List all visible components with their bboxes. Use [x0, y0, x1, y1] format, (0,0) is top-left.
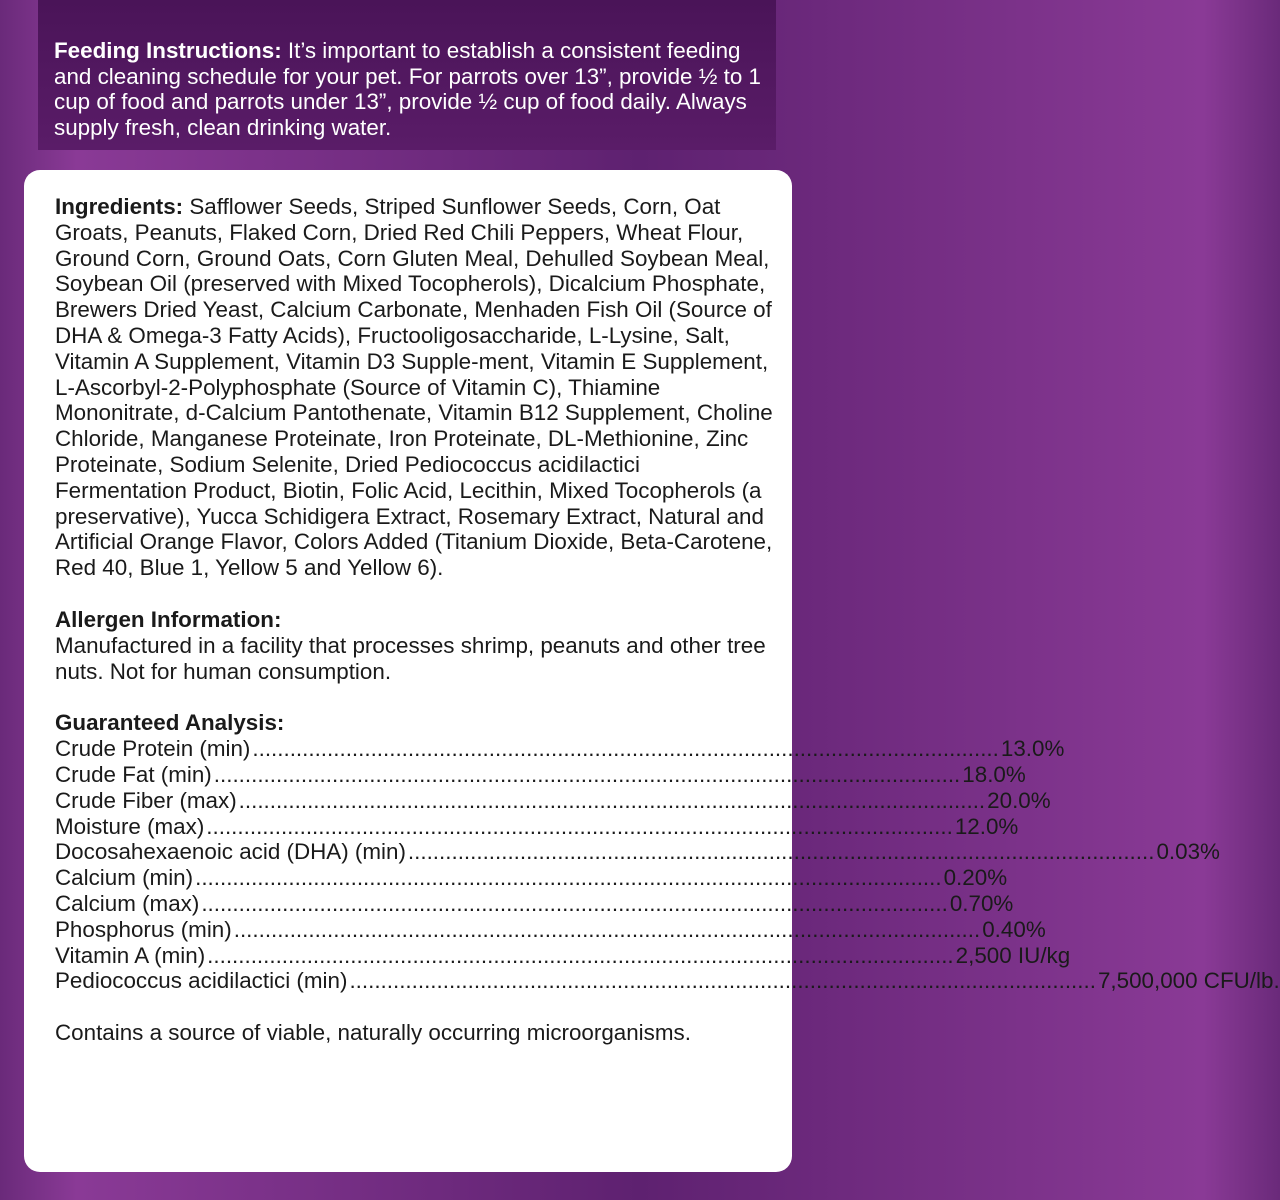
analysis-label: Guaranteed Analysis:: [55, 710, 285, 736]
viable-microorganisms-note: Contains a source of viable, naturally occurring microorganisms.: [55, 1020, 691, 1046]
analysis-row-value: 13.0%: [1000, 736, 1065, 762]
analysis-row-value: 0.40%: [982, 916, 1046, 942]
analysis-row: Calcium (max) ........................................................................................................................ 0.70%: [55, 890, 1014, 916]
analysis-row: Crude Fat (min) ........................................................................................................................ 18.0%: [55, 761, 1026, 787]
analysis-row-value: 0.70%: [949, 890, 1014, 916]
analysis-row-name: Crude Fiber (max): [55, 787, 237, 813]
allergen-text: Manufactured in a facility that processes shrimp, peanuts and other tree nuts. Not for human consumption.: [55, 632, 766, 684]
analysis-row: Docosahexaenoic acid (DHA) (min) ........................................................................................................................ 0.03%: [55, 839, 1220, 865]
allergen-section: [55, 607, 775, 684]
analysis-row-name: Crude Protein (min): [55, 736, 251, 762]
label-content: [55, 194, 1280, 1046]
ingredients-section: [55, 194, 775, 581]
analysis-table: [55, 736, 1280, 994]
ingredients-text: Safflower Seeds, Striped Sunflower Seeds, Corn, Oat Groats, Peanuts, Flaked Corn, Dried Red Chili Peppers, Wheat Flour, Ground Corn, Ground Oats, Corn Gluten Meal, Dehulled Soybean Meal, Soybean Oil (preserved with Mixed Tocopherols), Dicalcium Phosphate, Brewers Dried Yeast, Calcium Carbonate, Menhaden Fish Oil (Source of DHA & Omega-3 Fatty Acids), Fructooligosaccharide, L-Lysine, Salt, Vitamin A Supplement, Vitamin D3 Supple-ment, Vitamin E Supplement, L-Ascorbyl-2-Polyphosphate (Source of Vitamin C), Thiamine Mononitrate, d-Calcium Pantothenate, Vitamin B12 Supplement, Choline Chloride, Manganese Proteinate, Iron Proteinate, DL-Methionine, Zinc Proteinate, Sodium Selenite, Dried Pediococcus acidilactici Fermentation Product, Biotin, Folic Acid, Lecithin, Mixed Tocopherols (a preservative), Yucca Schidigera Extract, Rosemary Extract, Natural and Artificial Orange Flavor, Colors Added (Titanium Dioxide, Beta-Carotene, Red 40, Blue 1, Yellow 5 and Yellow 6).: [55, 194, 773, 581]
analysis-row: Phosphorus (min) ........................................................................................................................ 0.40%: [55, 916, 1046, 942]
analysis-row: Crude Fiber (max) ........................................................................................................................ 20.0%: [55, 787, 1051, 813]
analysis-row-value: 12.0%: [954, 813, 1019, 839]
analysis-row-value: 18.0%: [962, 761, 1026, 787]
analysis-row-name: Calcium (max): [55, 890, 200, 916]
analysis-row-value: 20.0%: [987, 787, 1051, 813]
analysis-row: Calcium (min) ........................................................................................................................ 0.20%: [55, 865, 1008, 891]
analysis-row: Crude Protein (min) ........................................................................................................................ 13.0%: [55, 736, 1065, 762]
analysis-row-value: 7,500,000 CFU/lb.: [1097, 968, 1280, 994]
feeding-instructions: [54, 38, 774, 140]
analysis-row-value: 2,500 IU/kg: [955, 942, 1071, 968]
analysis-row-value: 0.20%: [943, 865, 1008, 891]
analysis-row: Pediococcus acidilactici (min) ........................................................................................................................ 7,500,000 CFU/lb.: [55, 968, 1280, 994]
analysis-row-value: 0.03%: [1156, 839, 1220, 865]
analysis-row-name: Calcium (min): [55, 865, 194, 891]
ingredients-label: Ingredients:: [55, 194, 184, 219]
analysis-row-name: Docosahexaenoic acid (DHA) (min): [55, 839, 406, 865]
feeding-text: It’s important to establish a consistent feeding and cleaning schedule for your pet. For parrots over 13”, provide ½ to 1 cup of food and parrots under 13”, provide ½ cup of food daily. Always supply fresh, clean drinking water.: [54, 38, 761, 140]
analysis-row: Moisture (max) ........................................................................................................................ 12.0%: [55, 813, 1019, 839]
allergen-label: Allergen Information:: [55, 606, 282, 632]
analysis-row-name: Crude Fat (min): [55, 761, 212, 787]
feeding-label: Feeding Instructions:: [54, 38, 282, 64]
analysis-row-name: Moisture (max): [55, 813, 205, 839]
analysis-row-name: Pediococcus acidilactici (min): [55, 968, 348, 994]
analysis-section: [55, 710, 1280, 994]
analysis-row-name: Phosphorus (min): [55, 916, 232, 942]
analysis-row-name: Vitamin A (min): [55, 942, 206, 968]
analysis-row: Vitamin A (min) ........................................................................................................................ 2,500 IU/kg: [55, 942, 1071, 968]
